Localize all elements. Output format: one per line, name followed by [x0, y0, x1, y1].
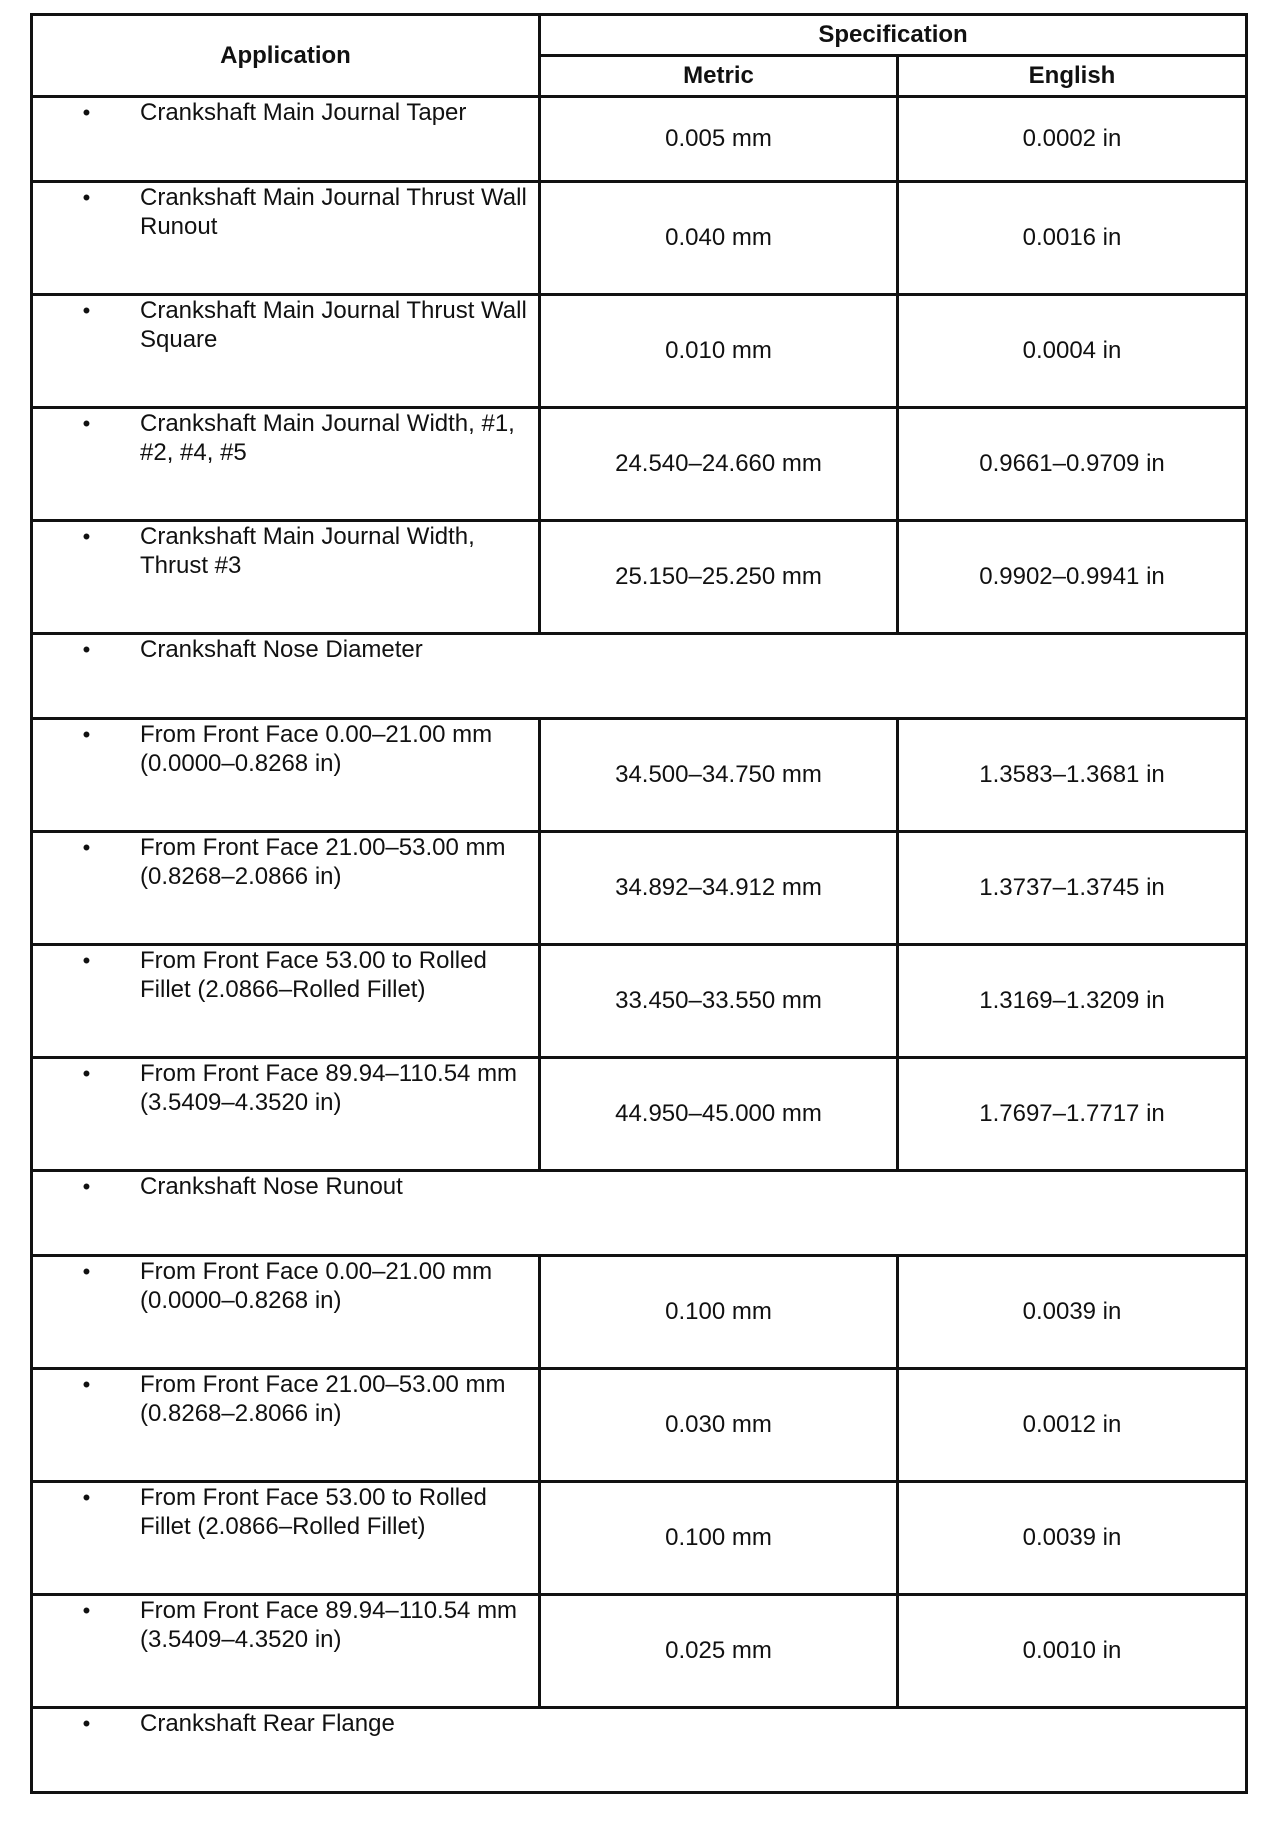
metric-header: Metric: [540, 56, 898, 97]
metric-value: 0.100 mm: [540, 1482, 898, 1595]
section-heading-cell: [32, 1171, 1247, 1256]
header-row-top: [32, 15, 1247, 56]
metric-value: 0.030 mm: [540, 1369, 898, 1482]
application-cell: [32, 1058, 540, 1171]
metric-value: 24.540–24.660 mm: [540, 408, 898, 521]
metric-value: 25.150–25.250 mm: [540, 521, 898, 634]
specification-table: [30, 13, 1248, 1794]
table-row: [32, 295, 1247, 408]
english-value: 0.0012 in: [898, 1369, 1247, 1482]
application-text: From Front Face 89.94–110.54 mm (3.5409–4.3520 in): [140, 1597, 518, 1653]
application-text: Crankshaft Main Journal Taper: [140, 99, 467, 126]
metric-value: 34.892–34.912 mm: [540, 832, 898, 945]
application-text: Crankshaft Main Journal Thrust Wall Square: [140, 297, 527, 353]
application-cell: [32, 1482, 540, 1595]
application-text: From Front Face 0.00–21.00 mm (0.0000–0.8268 in): [140, 721, 493, 777]
metric-value: 44.950–45.000 mm: [540, 1058, 898, 1171]
application-text: From Front Face 53.00 to Rolled Fillet (2.0866–Rolled Fillet): [140, 1484, 487, 1540]
bullet-icon: •: [82, 637, 91, 662]
application-cell: [32, 97, 540, 182]
english-value: 0.0039 in: [898, 1482, 1247, 1595]
metric-value: 34.500–34.750 mm: [540, 719, 898, 832]
bullet-icon: •: [82, 722, 91, 747]
english-value: 1.3737–1.3745 in: [898, 832, 1247, 945]
application-cell: [32, 832, 540, 945]
table-row: [32, 719, 1247, 832]
bullet-icon: •: [82, 1598, 91, 1623]
english-value: 0.0004 in: [898, 295, 1247, 408]
metric-value: 0.005 mm: [540, 97, 898, 182]
application-cell: [32, 1369, 540, 1482]
application-cell: [32, 408, 540, 521]
application-header: Application: [32, 15, 540, 97]
table-row: [32, 408, 1247, 521]
bullet-icon: •: [82, 1061, 91, 1086]
bullet-icon: •: [82, 1174, 91, 1199]
application-cell: [32, 719, 540, 832]
bullet-icon: •: [82, 185, 91, 210]
section-heading-cell: [32, 634, 1247, 719]
english-value: 0.0010 in: [898, 1595, 1247, 1708]
metric-value: 0.040 mm: [540, 182, 898, 295]
application-cell: [32, 521, 540, 634]
bullet-icon: •: [82, 948, 91, 973]
bullet-icon: •: [82, 1259, 91, 1284]
application-text: Crankshaft Main Journal Width, Thrust #3: [140, 523, 475, 579]
application-text: From Front Face 21.00–53.00 mm (0.8268–2.0866 in): [140, 834, 506, 890]
bullet-icon: •: [82, 1485, 91, 1510]
specification-header: Specification: [540, 15, 1247, 56]
section-heading-text: Crankshaft Nose Diameter: [140, 636, 423, 663]
application-cell: [32, 1595, 540, 1708]
application-cell: [32, 1256, 540, 1369]
english-value: 0.9661–0.9709 in: [898, 408, 1247, 521]
english-value: 0.0039 in: [898, 1256, 1247, 1369]
application-text: From Front Face 0.00–21.00 mm (0.0000–0.8268 in): [140, 1258, 493, 1314]
metric-value: 33.450–33.550 mm: [540, 945, 898, 1058]
table-row: [32, 1595, 1247, 1708]
english-value: 0.0016 in: [898, 182, 1247, 295]
english-value: 1.3169–1.3209 in: [898, 945, 1247, 1058]
table-row: [32, 1256, 1247, 1369]
application-cell: [32, 945, 540, 1058]
table-row: [32, 521, 1247, 634]
table-row: [32, 1482, 1247, 1595]
bullet-icon: •: [82, 1372, 91, 1397]
application-text: From Front Face 21.00–53.00 mm (0.8268–2.8066 in): [140, 1371, 506, 1427]
english-value: 0.9902–0.9941 in: [898, 521, 1247, 634]
bullet-icon: •: [82, 411, 91, 436]
english-value: 1.7697–1.7717 in: [898, 1058, 1247, 1171]
bullet-icon: •: [82, 1711, 91, 1736]
bullet-icon: •: [82, 524, 91, 549]
bullet-icon: •: [82, 100, 91, 125]
section-row-nose-runout: [32, 1171, 1247, 1256]
english-header: English: [898, 56, 1247, 97]
application-text: Crankshaft Main Journal Width, #1, #2, #4, #5: [140, 410, 515, 466]
table-row: [32, 945, 1247, 1058]
section-row-nose-diameter: [32, 634, 1247, 719]
section-heading-cell: [32, 1708, 1247, 1793]
metric-value: 0.010 mm: [540, 295, 898, 408]
application-text: From Front Face 53.00 to Rolled Fillet (2.0866–Rolled Fillet): [140, 947, 487, 1003]
application-cell: [32, 182, 540, 295]
bullet-icon: •: [82, 835, 91, 860]
bullet-icon: •: [82, 298, 91, 323]
table-row: [32, 1058, 1247, 1171]
english-value: 0.0002 in: [898, 97, 1247, 182]
application-cell: [32, 295, 540, 408]
table-row: [32, 1369, 1247, 1482]
table-row: [32, 182, 1247, 295]
application-text: From Front Face 89.94–110.54 mm (3.5409–4.3520 in): [140, 1060, 518, 1116]
metric-value: 0.025 mm: [540, 1595, 898, 1708]
table-row: [32, 832, 1247, 945]
table-row: [32, 97, 1247, 182]
section-heading-text: Crankshaft Rear Flange: [140, 1710, 395, 1737]
metric-value: 0.100 mm: [540, 1256, 898, 1369]
section-row-rear-flange: [32, 1708, 1247, 1793]
english-value: 1.3583–1.3681 in: [898, 719, 1247, 832]
section-heading-text: Crankshaft Nose Runout: [140, 1173, 403, 1200]
application-text: Crankshaft Main Journal Thrust Wall Runout: [140, 184, 527, 240]
